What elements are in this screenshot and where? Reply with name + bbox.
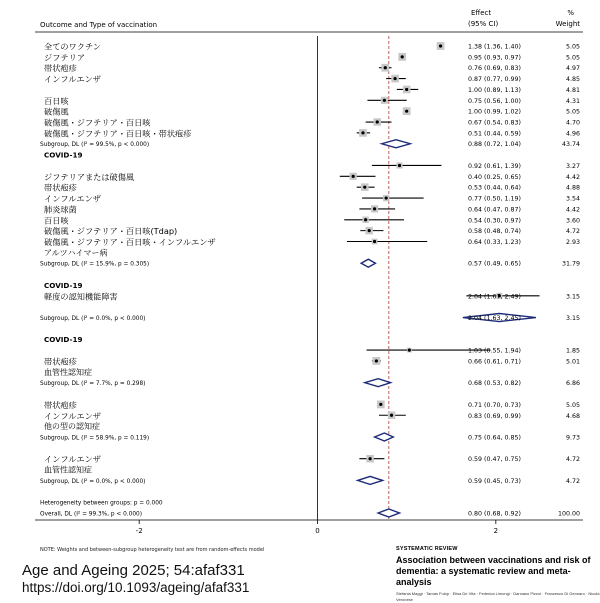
- point-estimate: [439, 44, 442, 47]
- pooled-diamond: [358, 476, 383, 484]
- study-label: 帯状疱疹: [44, 399, 77, 410]
- header-effect: Effect: [471, 9, 492, 17]
- point-estimate: [385, 196, 388, 199]
- point-estimate: [376, 120, 379, 123]
- doi-link[interactable]: https://doi.org/10.1093/ageing/afaf331: [22, 580, 250, 595]
- study-label: インフルエンザ: [44, 410, 101, 421]
- weight-value: 3.54: [565, 195, 580, 203]
- effect-ci-value: 0.80 (0.68, 0.92): [468, 510, 521, 518]
- study-label: 破傷風・ジフテリア・百日咳・インフルエンザ: [44, 236, 216, 247]
- effect-ci-value: 0.92 (0.61, 1.39): [468, 162, 521, 170]
- effect-ci-value: 0.83 (0.69, 0.99): [468, 412, 521, 420]
- weight-value: 4.31: [565, 97, 580, 105]
- weight-value: 3.60: [565, 217, 580, 225]
- subgroup-label: Subgroup, DL (I² = 15.9%, p = 0.305): [40, 261, 150, 268]
- weight-value: 4.88: [565, 184, 580, 192]
- effect-ci-value: 0.68 (0.53, 0.82): [468, 380, 521, 388]
- weight-value: 43.74: [561, 141, 580, 149]
- header-percent: %: [567, 9, 574, 17]
- effect-ci-value: 0.59 (0.47, 0.75): [468, 456, 521, 464]
- point-estimate: [363, 186, 366, 189]
- weight-value: 3.27: [565, 162, 580, 170]
- effect-ci-value: 0.95 (0.93, 0.97): [468, 54, 521, 62]
- group-header: COVID-19: [44, 280, 83, 290]
- footnote: NOTE: Weights and between-subgroup heterogeneity test are from random-effects model: [40, 547, 265, 553]
- effect-ci-value: 1.38 (1.36, 1.40): [468, 43, 521, 51]
- effect-ci-value: 0.57 (0.49, 0.65): [468, 260, 521, 268]
- study-label: インフルエンザ: [44, 193, 101, 204]
- weight-value: 3.15: [565, 315, 580, 323]
- weight-value: 4.42: [565, 206, 580, 214]
- pooled-diamond: [382, 140, 411, 148]
- weight-value: 6.86: [565, 380, 580, 388]
- effect-ci-value: 0.64 (0.33, 1.23): [468, 238, 521, 246]
- group-header: アルツハイマー病: [44, 248, 108, 258]
- subgroup-label: Subgroup, DL (I² = 99.5%, p < 0.000): [40, 142, 150, 149]
- weight-value: 100.00: [557, 510, 580, 518]
- effect-ci-value: 1.00 (0.89, 1.13): [468, 86, 521, 94]
- header-ci: (95% CI): [468, 20, 499, 28]
- effect-ci-value: 0.71 (0.70, 0.73): [468, 401, 521, 409]
- effect-ci-value: 0.88 (0.72, 1.04): [468, 141, 521, 149]
- effect-ci-value: 2.04 (1.67, 2.49): [468, 293, 521, 301]
- weight-value: 5.05: [565, 43, 580, 51]
- weight-value: 4.72: [565, 228, 580, 236]
- weight-value: 4.70: [565, 119, 580, 127]
- weight-value: 9.73: [565, 434, 580, 442]
- pooled-diamond: [365, 379, 391, 387]
- study-label: 破傷風・ジフテリア・百日咳(Tdap): [44, 226, 178, 237]
- weight-value: 5.05: [565, 54, 580, 62]
- weight-value: 5.05: [565, 108, 580, 116]
- effect-ci-value: 0.64 (0.47, 0.87): [468, 206, 521, 214]
- pooled-diamond: [378, 509, 399, 517]
- weight-value: 5.05: [565, 401, 580, 409]
- study-label: ジフテリア: [44, 52, 85, 63]
- effect-ci-value: 0.59 (0.45, 0.73): [468, 477, 521, 485]
- point-estimate: [401, 55, 404, 58]
- reference-lines: [318, 36, 389, 520]
- weight-value: 5.01: [565, 358, 580, 366]
- effect-ci-value: 0.40 (0.25, 0.65): [468, 173, 521, 181]
- point-estimate: [408, 348, 411, 351]
- point-estimate: [390, 414, 393, 417]
- x-axis: [136, 520, 498, 535]
- header-weight: Weight: [555, 20, 580, 28]
- subgroup-label: Subgroup, DL (I² = 58.9%, p = 0.119): [40, 435, 150, 442]
- effect-ci-value: 0.51 (0.44, 0.59): [468, 130, 521, 138]
- point-estimate: [405, 88, 408, 91]
- weight-value: 1.85: [565, 347, 580, 355]
- point-estimate: [383, 99, 386, 102]
- study-label: 破傷風: [44, 106, 69, 117]
- point-estimate: [393, 77, 396, 80]
- subgroup-label: Subgroup, DL (I² = 0.0%, p < 0.000): [40, 316, 146, 323]
- effect-ci-value: 2.04 (1.63, 2.45): [468, 315, 521, 323]
- effect-ci-value: 0.54 (0.30, 0.97): [468, 217, 521, 225]
- weight-value: 4.96: [565, 130, 580, 138]
- group-header: 血管性認知症: [44, 367, 92, 377]
- study-label: 帯状疱疹: [44, 356, 77, 367]
- point-estimate: [373, 240, 376, 243]
- subgroup-label: Subgroup, DL (I² = 0.0%, p < 0.000): [40, 478, 146, 485]
- effect-ci-value: 0.76 (0.69, 0.83): [468, 65, 521, 73]
- point-estimate: [364, 218, 367, 221]
- group-header: COVID-19: [44, 335, 83, 345]
- weight-value: 4.85: [565, 76, 580, 84]
- group-header: 血管性認知症: [44, 465, 92, 475]
- study-label: 肺炎球菌: [44, 204, 77, 215]
- pooled-diamond: [375, 433, 394, 441]
- forest-rows: [40, 42, 580, 518]
- point-estimate: [369, 457, 372, 460]
- heterogeneity-note: Heterogeneity between groups: p = 0.000: [40, 500, 163, 507]
- study-label: 百日咳: [44, 95, 69, 106]
- study-label: 破傷風・ジフテリア・百日咳・帯状疱疹: [44, 128, 192, 139]
- paper-title: Association between vaccinations and risk of dementia: a systematic review and meta-analysis: [396, 555, 591, 587]
- weight-value: 4.72: [565, 477, 580, 485]
- weight-value: 4.42: [565, 173, 580, 181]
- group-header: COVID-19: [44, 150, 83, 160]
- effect-ci-value: 0.53 (0.44, 0.64): [468, 184, 521, 192]
- point-estimate: [373, 207, 376, 210]
- point-estimate: [379, 403, 382, 406]
- pooled-diamond: [361, 259, 375, 267]
- paper-authors: Stefania Maggi · Tamas Fulop · Elisa De Vita · Federica Limongi · Dannaso Pizzol · Francesco Di Gennaro · Nicola Veronese: [396, 591, 600, 602]
- effect-ci-value: 0.58 (0.48, 0.74): [468, 228, 521, 236]
- weight-value: 3.15: [565, 293, 580, 301]
- point-estimate: [398, 164, 401, 167]
- study-label: インフルエンザ: [44, 74, 101, 85]
- paper-title-card: [396, 546, 600, 603]
- subgroup-label: Subgroup, DL (I² = 7.7%, p = 0.298): [40, 381, 146, 388]
- point-estimate: [361, 131, 364, 134]
- effect-ci-value: 0.67 (0.54, 0.83): [468, 119, 521, 127]
- effect-ci-value: 0.66 (0.61, 0.71): [468, 358, 521, 366]
- study-label: インフルエンザ: [44, 454, 101, 465]
- weight-value: 4.72: [565, 456, 580, 464]
- point-estimate: [384, 66, 387, 69]
- point-estimate: [375, 359, 378, 362]
- study-label: 帯状疱疹: [44, 182, 77, 193]
- paper-tag: SYSTEMATIC REVIEW: [396, 546, 458, 552]
- weight-value: 4.97: [565, 65, 580, 73]
- group-header: 他の型の認知症: [44, 422, 100, 432]
- subgroup-label: Overall, DL (I² = 99.3%, p < 0.000): [40, 511, 142, 518]
- x-tick-label: 2: [493, 527, 499, 535]
- study-label: 帯状疱疹: [44, 63, 77, 74]
- study-label: 軽度の認知機能障害: [44, 291, 118, 302]
- journal-citation: Age and Ageing 2025; 54:afaf331: [22, 562, 245, 579]
- effect-ci-value: 1.00 (0.99, 1.02): [468, 108, 521, 116]
- x-tick-label: -2: [135, 527, 143, 535]
- weight-value: 4.81: [565, 86, 580, 94]
- study-label: 全てのワクチン: [44, 41, 101, 52]
- effect-ci-value: 0.77 (0.50, 1.19): [468, 195, 521, 203]
- study-label: ジフテリアまたは破傷風: [44, 171, 135, 182]
- point-estimate: [405, 110, 408, 113]
- effect-ci-value: 0.75 (0.56, 1.00): [468, 97, 521, 105]
- study-label: 百日咳: [44, 215, 69, 226]
- weight-value: 31.79: [561, 260, 580, 268]
- weight-value: 2.93: [565, 238, 580, 246]
- effect-ci-value: 1.03 (0.55, 1.94): [468, 347, 521, 355]
- x-tick-label: 0: [315, 527, 320, 535]
- point-estimate: [352, 175, 355, 178]
- point-estimate: [368, 229, 371, 232]
- effect-ci-value: 0.87 (0.77, 0.99): [468, 76, 521, 84]
- header-label-column: Outcome and Type of vaccination: [40, 21, 158, 29]
- weight-value: 4.68: [565, 412, 580, 420]
- effect-ci-value: 0.75 (0.64, 0.85): [468, 434, 521, 442]
- study-label: 破傷風・ジフテリア・百日咳: [44, 117, 151, 128]
